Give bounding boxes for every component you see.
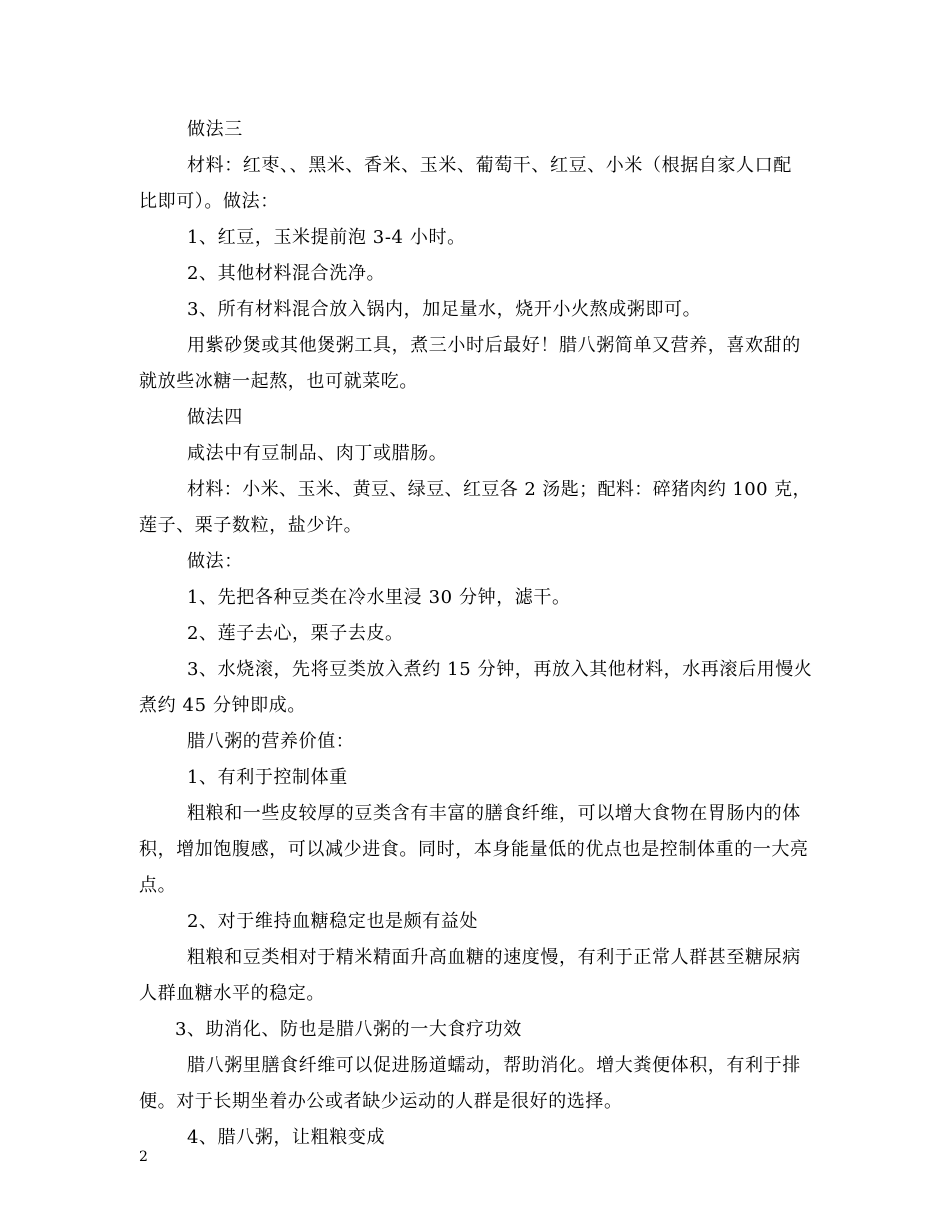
paragraph-line: 用紫砂煲或其他煲粥工具，煮三小时后最好！腊八粥简单又营养，喜欢甜的 [187,335,801,356]
list-item: 1、有利于控制体重 [187,767,348,788]
paragraph-line: 就放些冰糖一起熬，也可就菜吃。 [139,371,418,392]
list-item: 2、对于维持血糖稳定也是颇有益处 [187,911,479,932]
list-item: 2、其他材料混合洗净。 [187,263,386,284]
heading-method-four: 做法四 [187,407,243,428]
paragraph-line: 粗粮和一些皮较厚的豆类含有丰富的膳食纤维，可以增大食物在胃肠内的体 [187,803,801,824]
list-item: 1、红豆，玉米提前泡 3-4 小时。 [187,227,466,248]
paragraph-line: 人群血糖水平的稳定。 [139,983,325,1004]
list-item: 3、所有材料混合放入锅内，加足量水，烧开小火熬成粥即可。 [187,299,702,320]
paragraph-line: 咸法中有豆制品、肉丁或腊肠。 [187,443,448,464]
paragraph-line: 比即可）。做法： [139,191,279,212]
paragraph-line: 点。 [139,875,177,896]
list-item: 1、先把各种豆类在冷水里浸 30 分钟，滤干。 [187,587,571,608]
paragraph-line: 粗粮和豆类相对于精米精面升高血糖的速度慢，有利于正常人群甚至糖尿病 [187,947,801,968]
paragraph-line: 莲子、栗子数粒，盐少许。 [139,515,363,536]
heading-method-three: 做法三 [187,119,243,140]
heading-nutrition: 腊八粥的营养价值： [187,731,355,752]
paragraph-line: 便。对于长期坐着办公或者缺少运动的人群是很好的选择。 [139,1091,623,1112]
paragraph-line: 煮约 45 分钟即成。 [139,695,306,716]
paragraph-line: 材料：红枣、、黑米、香米、玉米、葡萄干、红豆、小米（根据自家人口配 [187,155,792,176]
list-item: 3、助消化、防也是腊八粥的一大食疗功效 [175,1019,522,1040]
subheading-steps: 做法： [187,551,243,572]
paragraph-line: 腊八粥里膳食纤维可以促进肠道蠕动，帮助消化。增大粪便体积，有利于排 [187,1055,801,1076]
list-item: 2、莲子去心，栗子去皮。 [187,623,404,644]
page-number: 2 [139,1149,148,1165]
list-item: 4、腊八粥，让粗粮变成 [187,1127,386,1148]
list-item: 3、水烧滚，先将豆类放入煮约 15 分钟，再放入其他材料，水再滚后用慢火 [187,659,813,680]
paragraph-line: 积，增加饱腹感，可以减少进食。同时，本身能量低的优点也是控制体重的一大亮 [139,839,809,860]
paragraph-line: 材料：小米、玉米、黄豆、绿豆、红豆各 2 汤匙；配料：碎猪肉约 100 克， [187,479,811,500]
